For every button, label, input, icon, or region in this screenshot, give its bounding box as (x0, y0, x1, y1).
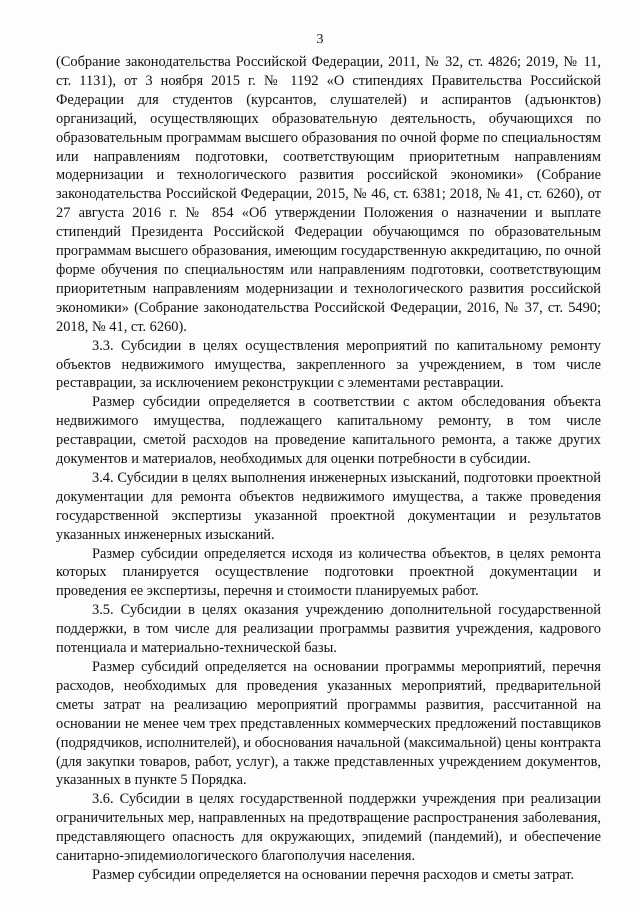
paragraph-3-3: 3.3. Субсидии в целях осуществления мероприятий по капитальному ремонту объектов недвижимого имущества, закрепленного за учреждением, в том числе реставрации, за исключением реконструкции с элементами реставрации. (56, 337, 601, 392)
document-body (56, 53, 601, 885)
paragraph-3-3-amount: Размер субсидии определяется в соответствии с актом обследования объекта недвижимого имущества, подлежащего капитальному ремонту, в том числе реставрации, сметой расходов на проведение капитального ремонта, а также других документов и материалов, необходимых для оценки потребности в субсидии. (56, 394, 601, 468)
paragraph-3-4-amount: Размер субсидии определяется исходя из количества объектов, в целях ремонта которых планируется осуществление подготовки проектной документации и проведения ее экспертизы, перечня и стоимости планируемых работ. (56, 545, 601, 600)
paragraph-3-5-amount: Размер субсидий определяется на основании программы мероприятий, перечня расходов, необходимых для проведения указанных мероприятий, предварительной сметы затрат на реализацию мероприятий программы развития, рассчитанной на основании не менее чем трех представленных коммерческих предложений поставщиков (подрядчиков, исполнителей), и обоснования начальной (максимальной) цены контракта (для закупки товаров, работ, услуг), а также представленных учреждением документов, указанных в пункте 5 Порядка. (56, 659, 601, 789)
paragraph-continuation: (Собрание законодательства Российской Федерации, 2011, № 32, ст. 4826; 2019, № 11, ст. 1131), от 3 ноября 2015 г. № 1192 «О стипендиях Правительства Российской Федерации для студентов (курсантов, слушателей) и аспирантов (адъюнктов) организаций, осуществляющих образовательную деятельность, обучающихся по образовательным программам высшего образования по очной форме по специальностям или направлениям подготовки, соответствующим приоритетным направлениям модернизации и технологического развития российской экономики» (Собрание законодательства Российской Федерации, 2015, № 46, ст. 6381; 2018, № 41, ст. 6260), от 27 августа 2016 г. № 854 «Об утверждении Положения о назначении и выплате стипендий Президента Российской Федерации обучающимся по образовательным программам высшего образования, имеющим государственную аккредитацию, по очной форме обучения по специальностям или направлениям подготовки, соответствующим приоритетным направлениям модернизации и технологического развития российской экономики» (Собрание законодательства Российской Федерации, 2016, № 37, ст. 5490; 2018, № 41, ст. 6260). (56, 54, 601, 335)
paragraph-3-6-amount: Размер субсидии определяется на основании перечня расходов и сметы затрат. (92, 866, 575, 883)
page-number: 3 (316, 32, 324, 47)
paragraph-3-5: 3.5. Субсидии в целях оказания учреждению дополнительной государственной поддержки, в том числе для реализации программы развития учреждения, кадрового потенциала и материально-технической базы. (56, 602, 601, 657)
paragraph-3-4: 3.4. Субсидии в целях выполнения инженерных изысканий, подготовки проектной документации для ремонта объектов недвижимого имущества, а также проведения государственной экспертизы указанной проектной документации и результатов указанных инженерных изысканий. (56, 469, 601, 543)
paragraph-3-6: 3.6. Субсидии в целях государственной поддержки учреждения при реализации ограничительных мер, направленных на предотвращение распространения заболевания, представляющего опасность для окружающих, эпидемий (пандемий), и обеспечение санитарно-эпидемиологического благополучия населения. (56, 791, 601, 865)
